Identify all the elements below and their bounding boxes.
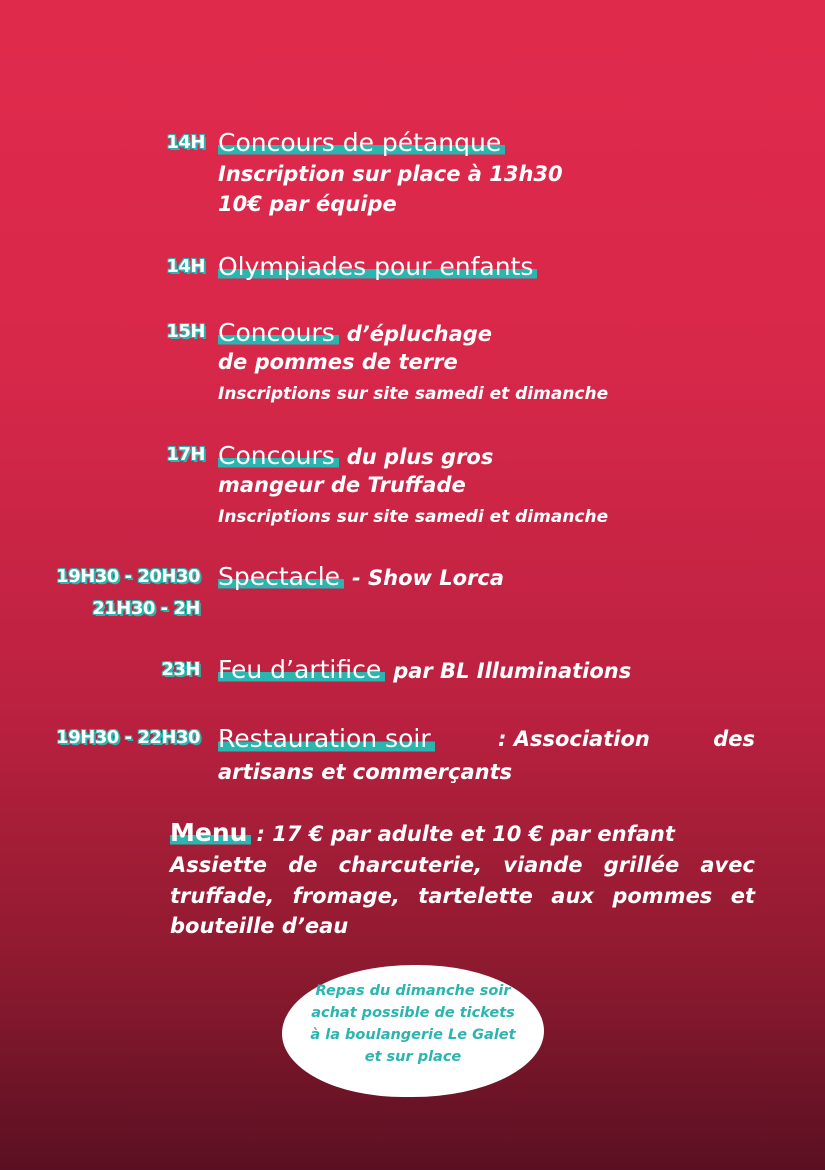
- title-rest: - Show Lorca: [352, 566, 505, 590]
- menu-line: [170, 884, 755, 908]
- title-rest: par BL Illuminations: [393, 659, 632, 683]
- title-rest: des: [713, 727, 755, 751]
- time-label: 19H30 - 22H30: [56, 727, 200, 748]
- menu-line: bouteille d’eau: [170, 914, 349, 938]
- time-label: 14H: [166, 256, 205, 277]
- title-highlight: Concours de pétanque: [218, 128, 505, 157]
- bubble-line: à la boulangerie Le Galet: [310, 1027, 516, 1043]
- menu-price: : 17 € par adulte et 10 € par enfant: [256, 822, 675, 846]
- event-note: Inscriptions sur site samedi et dimanche: [218, 507, 609, 527]
- event-title: [218, 441, 493, 472]
- event-detail: mangeur de Truffade: [218, 473, 466, 497]
- event-detail: Inscription sur place à 13h30: [218, 162, 563, 186]
- menu-word: tartelette: [418, 884, 533, 908]
- bubble-line: achat possible de tickets: [311, 1005, 515, 1021]
- title-rest: d’épluchage: [346, 322, 493, 346]
- time-label: 23H: [161, 659, 200, 680]
- event-title: [218, 318, 492, 349]
- menu-word: charcuterie,: [338, 853, 483, 877]
- bubble-line: Repas du dimanche soir: [315, 983, 511, 999]
- title-highlight: Feu d’artifice: [218, 655, 385, 684]
- event-title: [218, 128, 505, 158]
- menu-word: fromage,: [292, 884, 400, 908]
- title-highlight: Olympiades pour enfants: [218, 252, 537, 281]
- menu-word: avec: [700, 853, 755, 877]
- menu-header: [170, 818, 675, 847]
- time-label-secondary: 21H30 - 2H: [92, 598, 200, 619]
- menu-word: de: [288, 853, 318, 877]
- event-note: Inscriptions sur site samedi et dimanche: [218, 384, 609, 404]
- event-title: [218, 562, 504, 593]
- menu-line: [170, 853, 755, 877]
- event-detail: de pommes de terre: [218, 350, 458, 374]
- title-highlight: Restauration soir: [218, 724, 435, 754]
- event-detail: artisans et commerçants: [218, 760, 513, 784]
- event-title: [218, 724, 755, 754]
- menu-word: viande: [503, 853, 583, 877]
- title-highlight: Spectacle: [218, 562, 344, 591]
- menu-word: grillée: [603, 853, 680, 877]
- info-bubble: [282, 965, 544, 1097]
- title-rest: du plus gros: [346, 445, 494, 469]
- menu-word: Assiette: [170, 853, 268, 877]
- title-highlight: Concours: [218, 441, 339, 470]
- event-detail: 10€ par équipe: [218, 192, 397, 216]
- menu-word: et: [730, 884, 755, 908]
- time-label: 17H: [166, 444, 205, 465]
- event-title: [218, 252, 537, 282]
- title-rest: : Association: [498, 727, 650, 751]
- event-title: [218, 655, 631, 686]
- time-label: 19H30 - 20H30: [56, 566, 200, 587]
- menu-label: Menu: [170, 818, 251, 847]
- title-highlight: Concours: [218, 318, 339, 347]
- menu-word: aux: [551, 884, 594, 908]
- bubble-line: et sur place: [364, 1049, 462, 1065]
- menu-word: truffade,: [170, 884, 275, 908]
- menu-word: pommes: [612, 884, 713, 908]
- time-label: 14H: [166, 132, 205, 153]
- time-label: 15H: [166, 321, 205, 342]
